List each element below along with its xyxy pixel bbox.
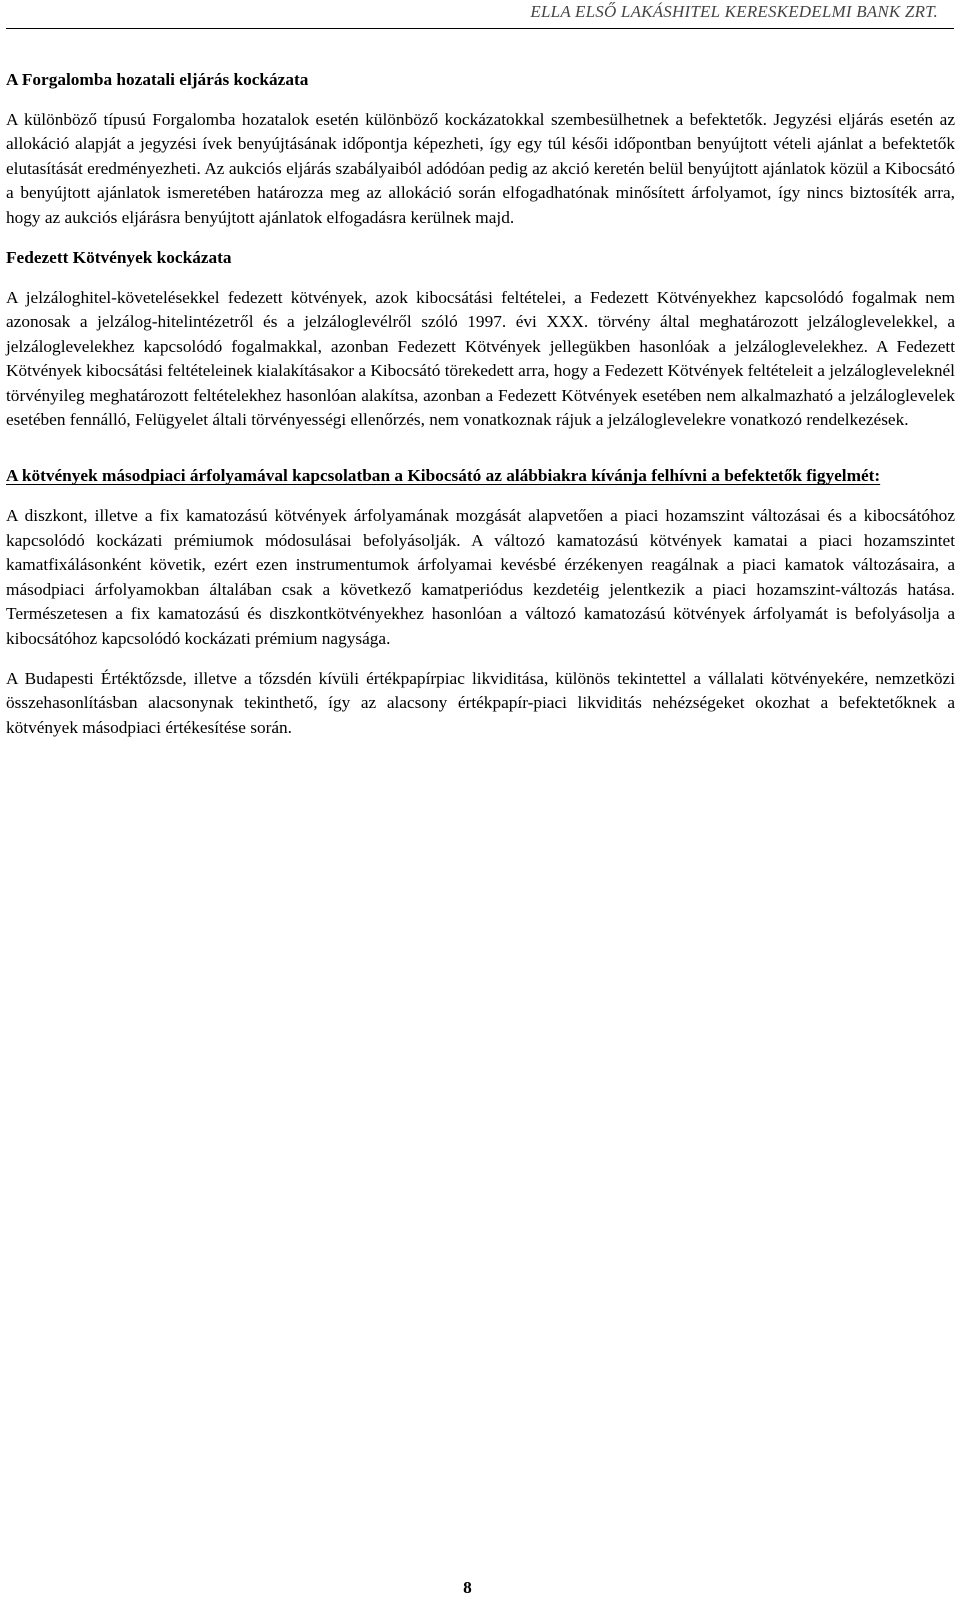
section-heading-secondary-market: A kötvények másodpiaci árfolyamával kapcsolatban a Kibocsátó az alábbiakra kívánja felhívni a befektetők figyelmét: bbox=[6, 466, 881, 486]
section-paragraph: A különböző típusú Forgalomba hozatalok esetén különböző kockázatokkal szembesülhetnek a befektetők. Jegyzési eljárás esetén az allokáció alapját a jegyzési ívek benyújtásának időpontja képezheti, így egy túl késői időpontban benyújtott vételi ajánlat a befektetők elutasítását eredményezheti. Az aukciós eljárás szabályaiból adódóan pedig az akció keretén belül benyújtott ajánlatok közül a Kibocsátó a benyújtott ajánlatok ismeretében határozza meg az allokáció során elfogadhatónak minősített árfolyamot, így nincs biztosíték arra, hogy az aukciós eljárásra benyújtott ajánlatok elfogadásra kerülnek majd. bbox=[6, 110, 955, 227]
running-header-part: ELLA E bbox=[530, 2, 586, 21]
running-header-part: B bbox=[851, 2, 867, 21]
header-divider bbox=[6, 28, 954, 29]
section-heading-offering-risk: A Forgalomba hozatali eljárás kockázata bbox=[6, 70, 309, 89]
section-heading-covered-bonds-risk: Fedezett Kötvények kockázata bbox=[6, 248, 232, 268]
section-paragraph: A Budapesti Értéktőzsde, illetve a tőzsdén kívüli értékpapírpiac likviditása, különös tekintettel a vállalati kötvényekére, nemzetközi összehasonlításban alacsonynak tekinthető, így az alacsony értékpapír-piaci likviditás nehézségeket okozhat a befektetőknek a kötvények másodpiaci értékesítése során. bbox=[6, 668, 955, 737]
running-header-part: ANK ZRT. bbox=[866, 2, 938, 21]
running-header-part: K bbox=[720, 2, 737, 21]
running-header-part: LSŐ bbox=[585, 2, 617, 21]
running-header bbox=[530, 2, 938, 22]
section-paragraph: A jelzáloghitel-követelésekkel fedezett kötvények, azok kibocsátási feltételei, a Fedezett Kötvényekhez kapcsolódó fogalmak nem azonosak a jelzálog-hitelintézetről és a jelzáloglevélről szóló 1997. évi XXX. törvény által meghatározott jelzáloglevelekkel, a jelzáloglevelekhez kapcsolódó fogalmakkal, azonban Fedezett Kötvények jellegükben hasonlóak a jelzáloglevelekhez. A Fedezett Kötvények kibocsátási feltételeinek kialakításakor a Kibocsátó törekedett arra, hogy a Fedezett Kötvények feltételeit a jelzálogleveleknél törvényileg meghatározott feltételekhez hasonlóan alakítsa, azonban a Fedezett Kötvények esetében nem alkalmazható a jelzáloglevelek esetében fennálló, Felügyelet általi törvényességi ellenőrzés, nem vonatkoznak rájuk a jelzáloglevelekre vonatkozó rendelkezések. bbox=[6, 288, 955, 430]
section-paragraph: A diszkont, illetve a fix kamatozású kötvények árfolyamának mozgását alapvetően a piaci hozamszint változásai és a kibocsátóhoz kapcsolódó kockázati prémiumok módosulásai befolyásolják. A változó kamatozású kötvények kamatai a piaci hozamszintet kamatfixálásonként követik, ezért ezen instrumentumok árfolyamai kevésbé érzékenyen reagálnak a piaci kamatok változásaira, a másodpiaci árfolyamokban általában csak a következő kamatperiódus kezdetéig jelentkezik a piaci hozamszint-változás hatása. Természetesen a fix kamatozású és diszkontkötvényekhez hasonlóan a változó kamatozású kötvények árfolyamát is befolyásolja a kibocsátóhoz kapcsolódó kockázati prémium nagysága. bbox=[6, 506, 955, 648]
running-header-part: AKÁSHITEL bbox=[630, 2, 721, 21]
running-header-part: ERESKEDELMI bbox=[736, 2, 852, 21]
page-number: 8 bbox=[463, 1578, 472, 1597]
document-body bbox=[6, 68, 955, 740]
running-header-part: L bbox=[616, 2, 631, 21]
